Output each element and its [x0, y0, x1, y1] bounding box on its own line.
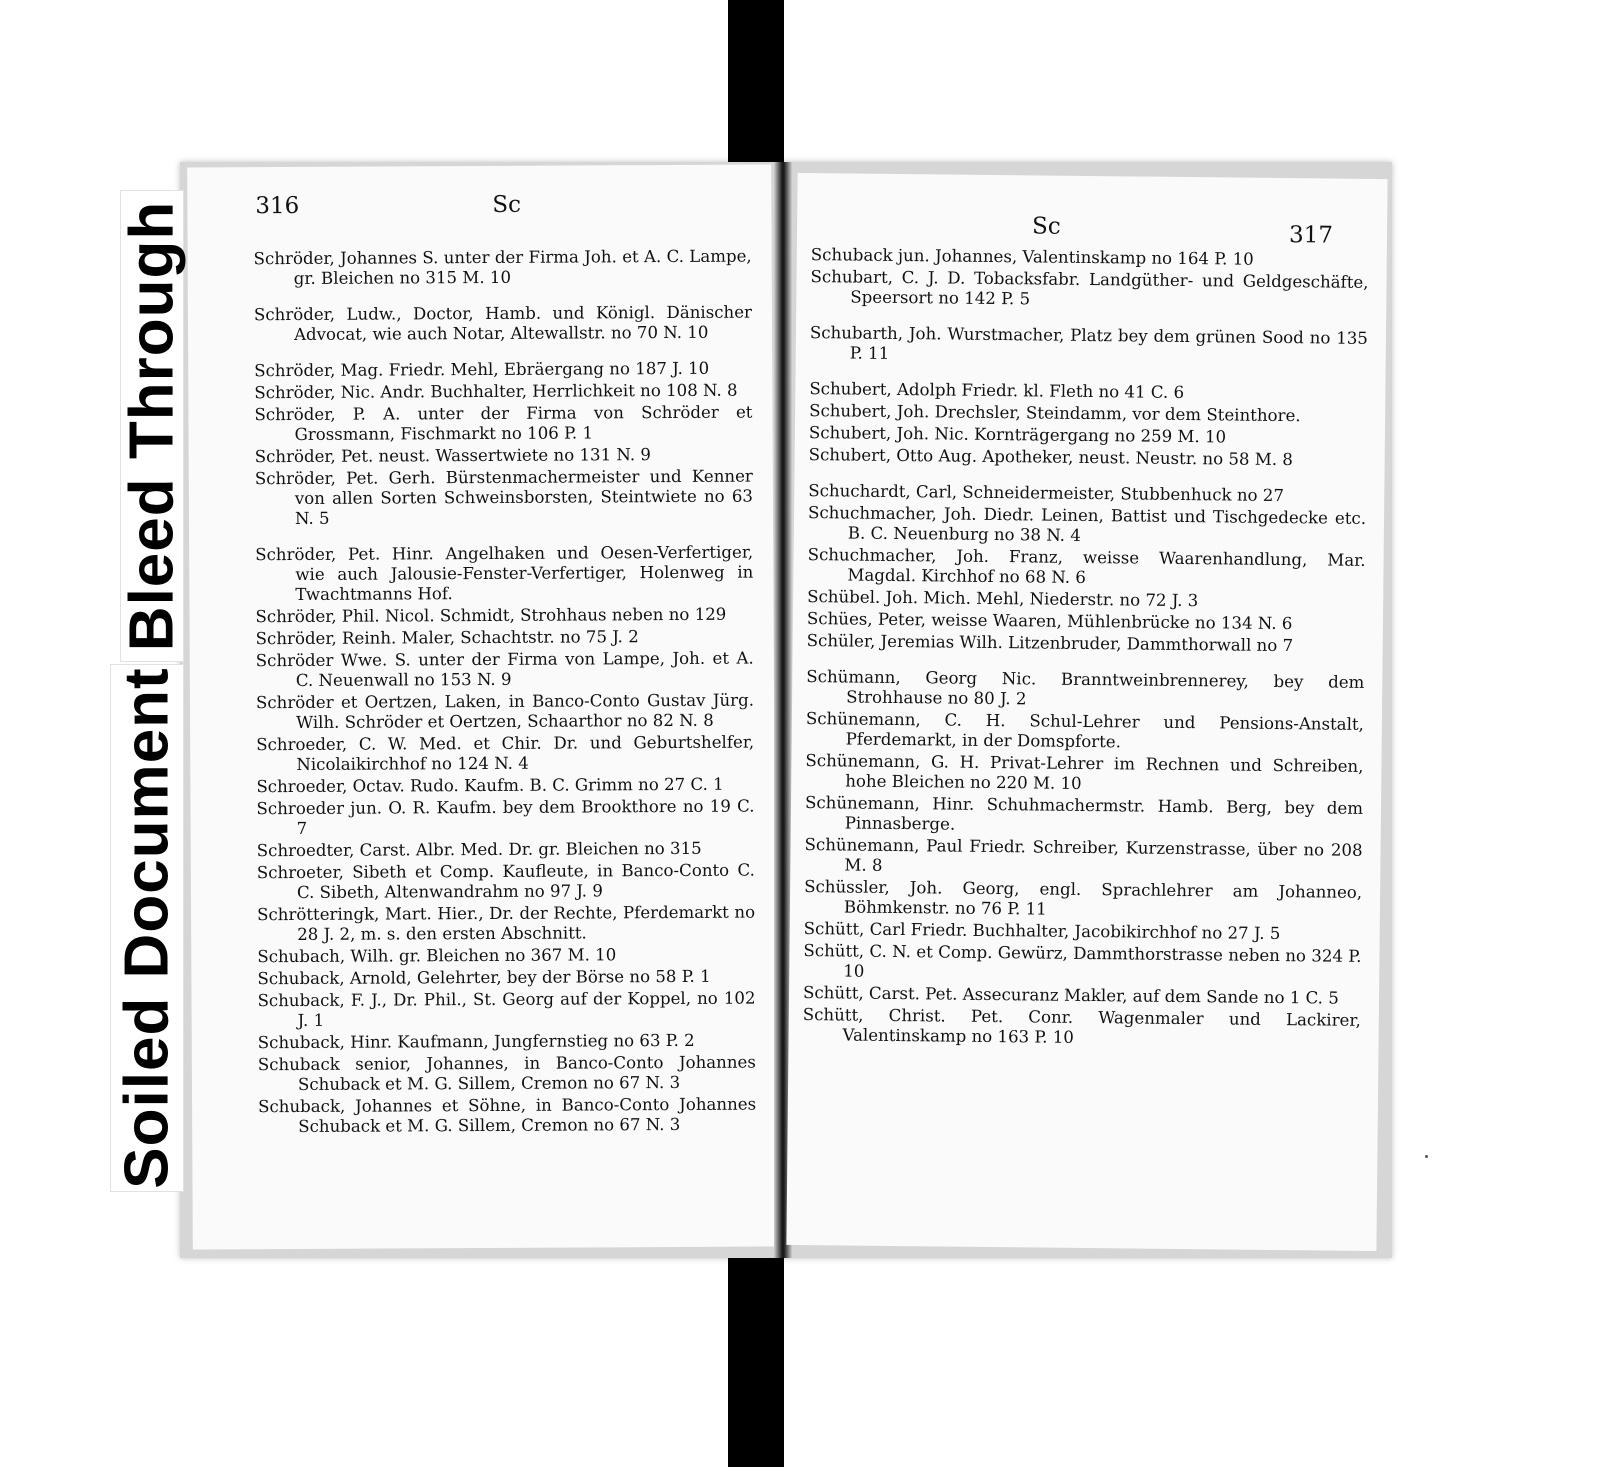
soiled-document-text: Soiled Document: [112, 667, 182, 1189]
directory-entry: Schuback jun. Johannes, Valentinskamp no 164 P. 10: [810, 245, 1254, 269]
directory-entry: Schubert, Otto Aug. Apotheker, neust. Neustr. no 58 M. 8: [808, 445, 1293, 470]
directory-entry: Schubart, C. J. D. Tobacksfabr. Landgüther- und Geldgeschäfte, Speersort no 142 P. 5: [810, 267, 1369, 309]
binding-strip-bottom: [728, 1258, 784, 1467]
directory-entry: Schuback, Arnold, Gelehrter, bey der Börse no 58 P. 1: [257, 966, 711, 989]
directory-entry: Schünemann, C. H. Schul-Lehrer und Pensions-Anstalt, Pferdemarkt, in der Domspforte.: [805, 709, 1364, 752]
bleed-through-text: Bleed Through: [117, 200, 187, 652]
directory-entry: Schröder, Pet. neust. Wassertwiete no 131 N. 9: [254, 445, 652, 467]
directory-entry: Schuback, Johannes et Söhne, in Banco-Conto Johannes Schuback et M. G. Sillem, Cremon no 67 N. 3: [258, 1094, 757, 1136]
binding-strip-top: [728, 0, 784, 176]
soiled-document-label: [110, 664, 184, 1192]
directory-entry: Schües, Peter, weisse Waaren, Mühlenbrücke no 134 N. 6: [806, 609, 1293, 634]
left-page-header: [187, 190, 771, 233]
directory-entry: Schuchmacher, Joh. Franz, weisse Waarenhandlung, Mar. Magdal. Kirchhof no 68 N. 6: [807, 545, 1366, 587]
directory-entry: Schubert, Joh. Drechsler, Steindamm, vor dem Steinthore.: [809, 401, 1301, 426]
left-page: [187, 164, 777, 1249]
directory-entry: Schuback, Hinr. Kaufmann, Jungfernstieg no 63 P. 2: [257, 1030, 695, 1053]
directory-entry: Schünemann, Paul Friedr. Schreiber, Kurzenstrasse, über no 208 M. 8: [804, 835, 1363, 875]
directory-entry: Schuback senior, Johannes, in Banco-Conto Johannes Schuback et M. G. Sillem, Cremon no 67 N. 3: [257, 1052, 756, 1094]
directory-entry: Schröder Wwe. S. unter der Firma von Lampe, Joh. et A. C. Neuenwall no 153 N. 9: [255, 648, 754, 690]
directory-entry: Schrötteringk, Mart. Hier., Dr. der Rechte, Pferdemarkt no 28 J. 2, m. s. den ersten Abschnitt.: [257, 902, 756, 944]
directory-entry: Schübel. Joh. Mich. Mehl, Niederstr. no 72 J. 3: [807, 587, 1199, 611]
page-number: 317: [1288, 222, 1334, 249]
directory-entry: Schubarth, Joh. Wurstmacher, Platz bey dem grünen Sood no 135 P. 11: [809, 323, 1369, 363]
directory-entry: Schubert, Adolph Friedr. kl. Fleth no 41 C. 6: [809, 379, 1185, 402]
section-heading: Sc: [1031, 213, 1061, 240]
directory-entry: Schütt, Carl Friedr. Buchhalter, Jacobikirchhof no 27 J. 5: [803, 919, 1281, 944]
directory-entry: Schröder, Nic. Andr. Buchhalter, Herrlichkeit no 108 N. 8: [254, 380, 738, 403]
directory-entry: Schröder, Ludw., Doctor, Hamb. und Königl. Dänischer Advocat, wie auch Notar, Altewallstr. no 70 N. 10: [253, 302, 752, 344]
right-page-header: [797, 199, 1387, 249]
directory-entry: Schroeder jun. O. R. Kaufm. bey dem Brookthore no 19 C. 7: [256, 796, 755, 838]
directory-entry: Schröder, P. A. unter der Firma von Schröder et Grossmann, Fischmarkt no 106 P. 1: [254, 402, 753, 444]
right-entry-list: [802, 245, 1368, 1053]
directory-entry: Schütt, Christ. Pet. Conr. Wagenmaler und Lackirer, Valentinskamp no 163 P. 10: [802, 1005, 1361, 1047]
directory-entry: Schünemann, Hinr. Schuhmachermstr. Hamb. Berg, bey dem Pinnasberge.: [804, 793, 1364, 834]
directory-entry: Schünemann, G. H. Privat-Lehrer im Rechnen und Schreiben, hohe Bleichen no 220 M. 10: [805, 751, 1364, 793]
directory-entry: Schröder, Reinh. Maler, Schachtstr. no 75 J. 2: [255, 627, 639, 649]
directory-entry: Schütt, Carst. Pet. Assecuranz Makler, auf dem Sande no 1 C. 5: [802, 983, 1339, 1008]
book-spread: [180, 162, 1392, 1258]
directory-entry: Schuback, F. J., Dr. Phil., St. Georg auf der Koppel, no 102 J. 1: [257, 988, 756, 1030]
directory-entry: Schümann, Georg Nic. Branntweinbrennerey, bey dem Strohhause no 80 J. 2: [806, 667, 1365, 709]
directory-entry: Schüssler, Joh. Georg, engl. Sprachlehrer am Johanneo, Böhmkenstr. no 76 P. 11: [804, 877, 1363, 919]
directory-entry: Schuchardt, Carl, Schneidermeister, Stubbenhuck no 27: [808, 481, 1285, 506]
directory-entry: Schroeder, C. W. Med. et Chir. Dr. und Geburtshelfer, Nicolaikirchhof no 124 N. 4: [256, 732, 755, 774]
directory-entry: Schröder, Pet. Hinr. Angelhaken und Oesen-Verfertiger, wie auch Jalousie-Fenster-Verfertiger, Holenweg in Twachtmanns Hof.: [255, 542, 754, 604]
directory-entry: Schubach, Wilh. gr. Bleichen no 367 M. 10: [257, 945, 617, 967]
directory-entry: Schröder, Mag. Friedr. Mehl, Ebräergang no 187 J. 10: [254, 358, 710, 381]
speck: [1425, 1155, 1428, 1158]
directory-entry: Schroeder, Octav. Rudo. Kaufm. B. C. Grimm no 27 C. 1: [256, 774, 724, 797]
directory-entry: Schüler, Jeremias Wilh. Litzenbruder, Dammthorwall no 7: [806, 631, 1294, 656]
left-entry-list: [254, 247, 757, 1140]
directory-entry: Schröder et Oertzen, Laken, in Banco-Conto Gustav Jürg. Wilh. Schröder et Oertzen, Schaarthor no 82 N. 8: [255, 690, 755, 732]
directory-entry: Schröder, Johannes S. unter der Firma Joh. et A. C. Lampe, gr. Bleichen no 315 M. 10: [253, 246, 752, 288]
right-page: [786, 173, 1387, 1251]
directory-entry: Schröder, Phil. Nicol. Schmidt, Strohhaus neben no 129: [255, 604, 727, 627]
bleed-through-label: [117, 190, 187, 662]
directory-entry: Schröder, Pet. Gerh. Bürstenmachermeister und Kenner von allen Sorten Schweinsborsten, Steintwiete no 63 N. 5: [254, 466, 753, 528]
section-heading: Sc: [492, 191, 522, 218]
page-number: 316: [255, 192, 300, 220]
directory-entry: Schütt, C. N. et Comp. Gewürz, Dammthorstrasse neben no 324 P. 10: [803, 941, 1362, 981]
directory-entry: Schroeter, Sibeth et Comp. Kaufleute, in Banco-Conto C. C. Sibeth, Altenwandrahm no 97 J. 9: [256, 860, 755, 902]
directory-entry: Schroedter, Carst. Albr. Med. Dr. gr. Bleichen no 315: [256, 838, 702, 861]
directory-entry: Schubert, Joh. Nic. Kornträgergang no 259 M. 10: [808, 423, 1227, 447]
directory-entry: Schuchmacher, Joh. Diedr. Leinen, Battist und Tischgedecke etc. B. C. Neuenburg no 38 N. 4: [807, 503, 1367, 545]
